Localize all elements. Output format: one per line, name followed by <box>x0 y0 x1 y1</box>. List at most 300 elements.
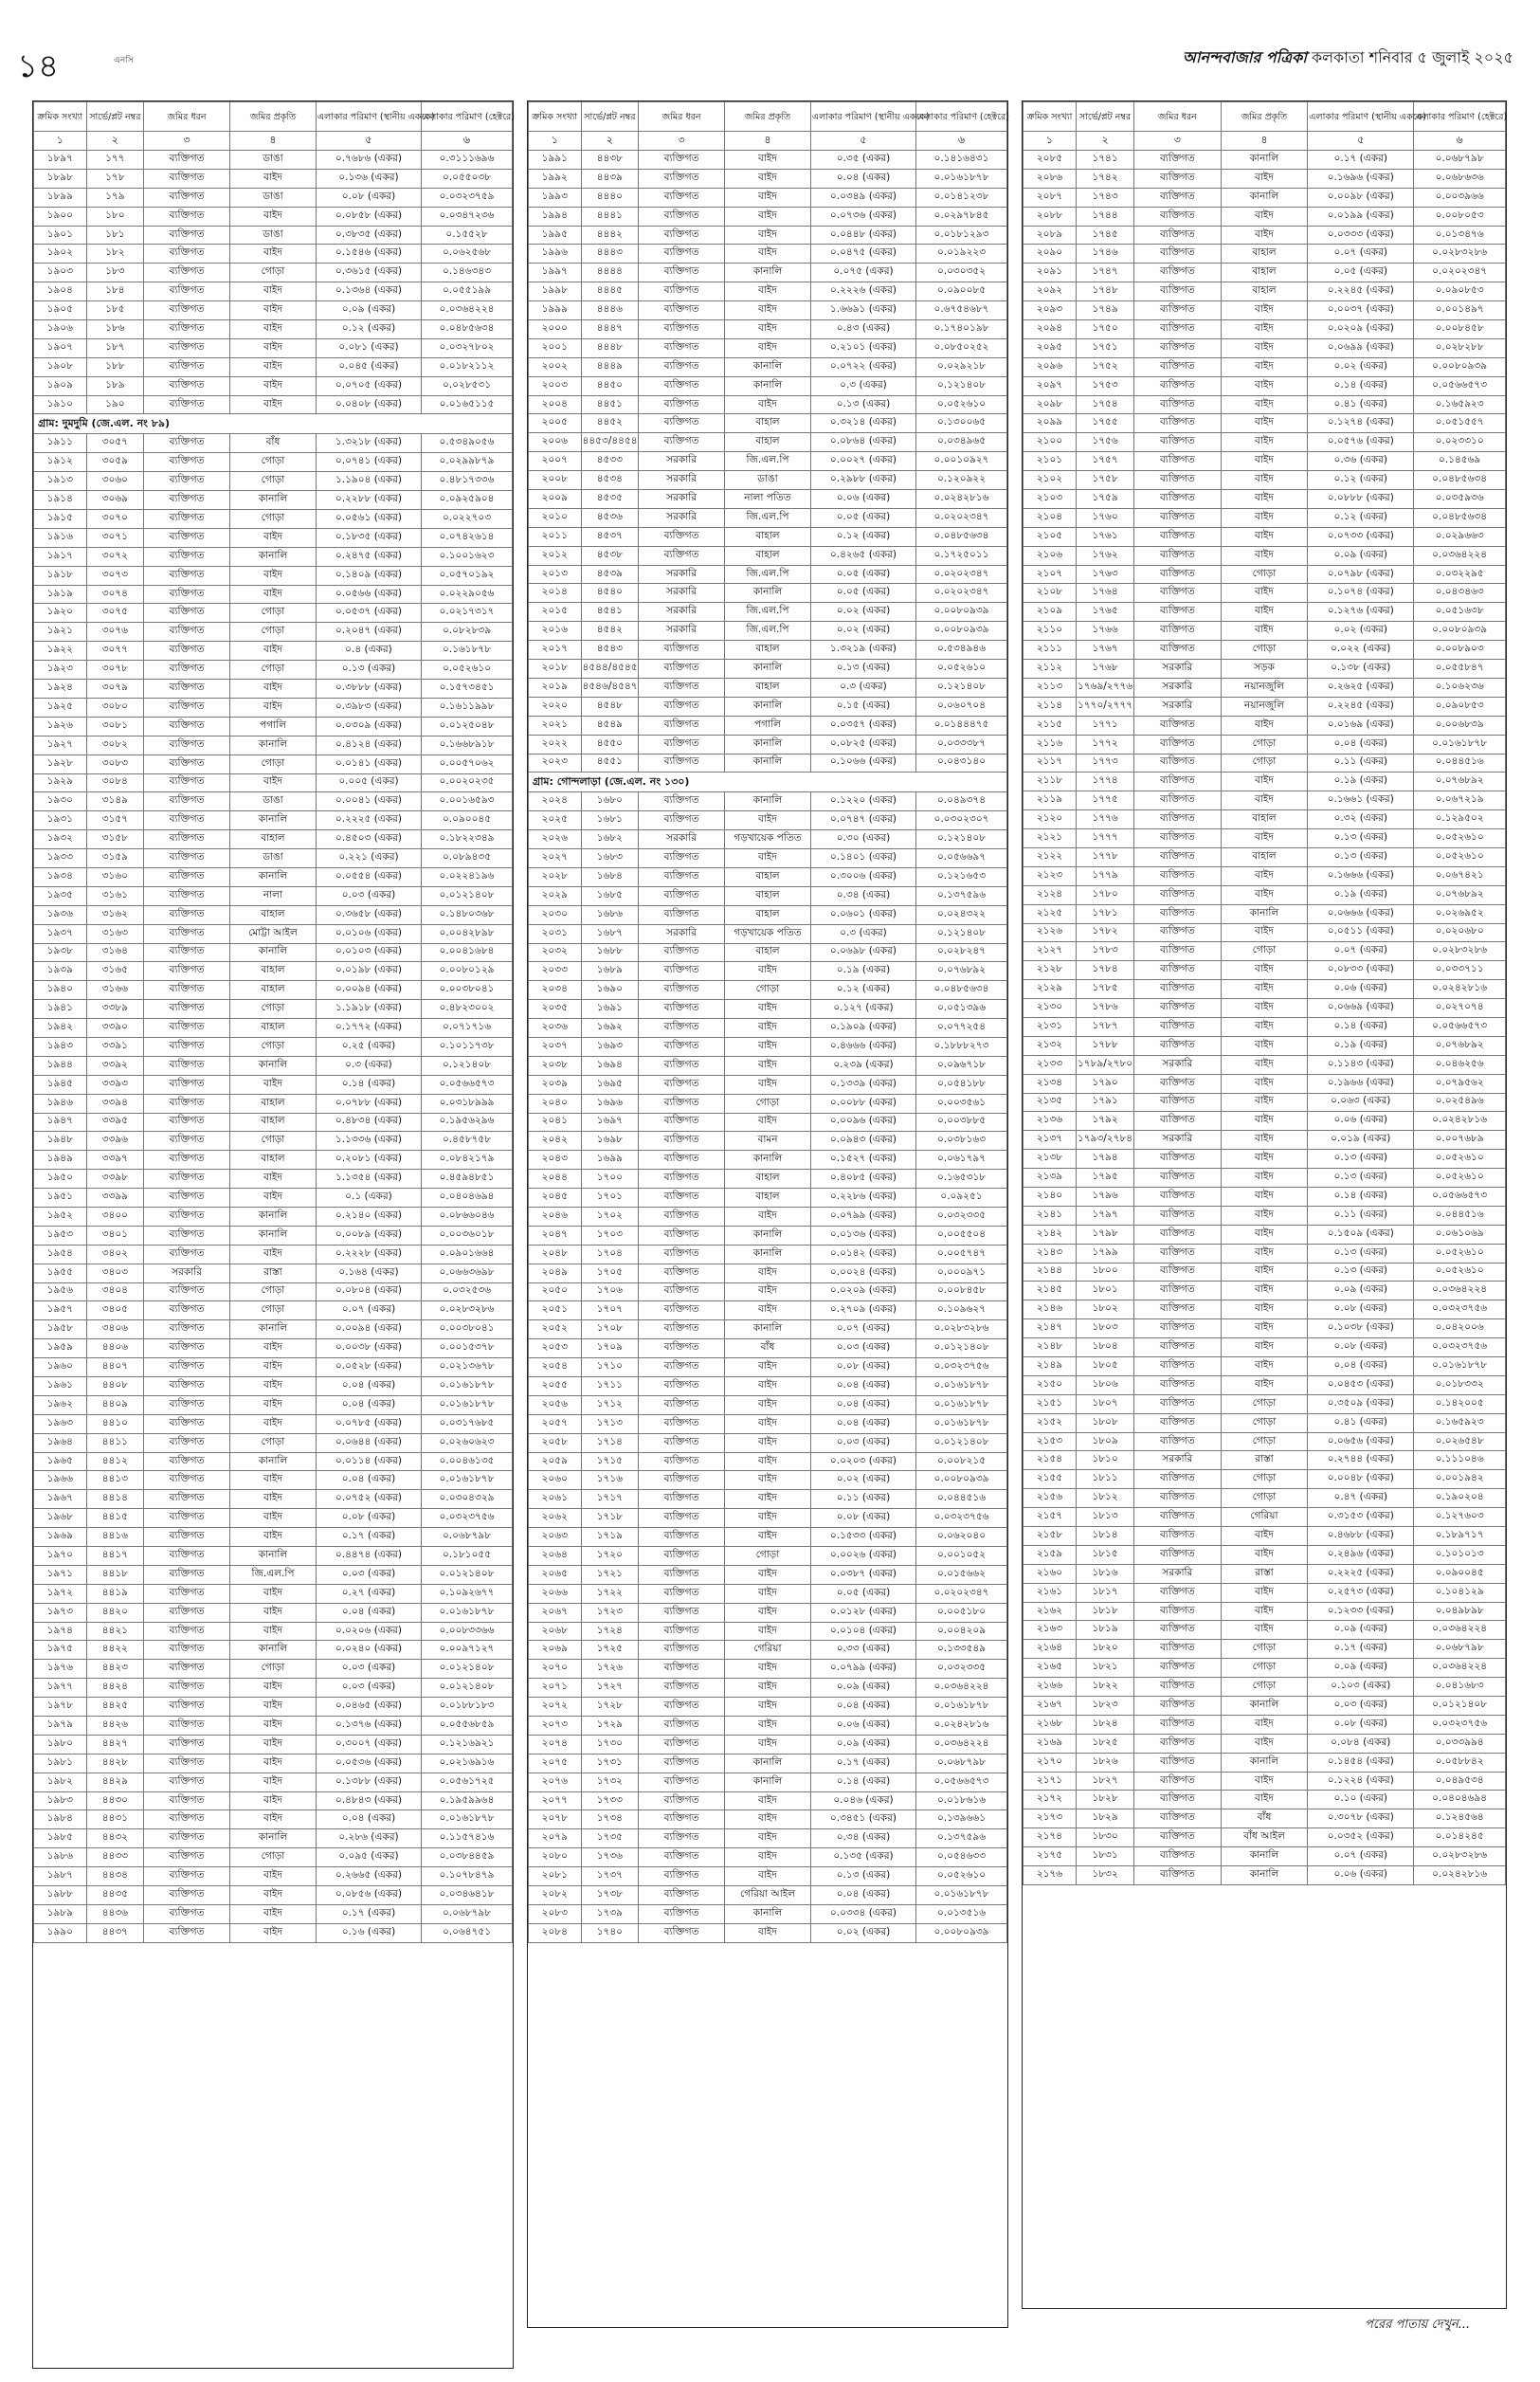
table-cell: বাইদ <box>725 320 811 339</box>
table-cell: ব্যক্তিগত <box>639 1433 725 1452</box>
table-row <box>34 1339 513 1358</box>
table-cell: ৩৩৯৪ <box>86 1094 144 1113</box>
table-cell: ০.০১৯৯ (একর) <box>1308 207 1414 226</box>
table-cell: ৩৪০৫ <box>86 1301 144 1320</box>
table-cell: বাইদ <box>725 1358 811 1377</box>
table-cell: ৪৪৩৮ <box>581 151 639 170</box>
table-row <box>1024 376 1506 395</box>
table-cell: ডাঙা <box>230 792 317 811</box>
table-cell: ১৭৪২ <box>1076 169 1133 188</box>
table-row <box>529 1848 1007 1867</box>
table-cell: ২১৩৫ <box>1024 1093 1077 1112</box>
table-cell: ২১৬৭ <box>1024 1697 1077 1716</box>
table-cell: ০.১৭২৫০১১ <box>916 546 1007 565</box>
table-cell: ১৯৫০ <box>34 1170 87 1189</box>
table-cell: ০.০৩৩৩৮৭ <box>916 735 1007 754</box>
table-cell: ব্যক্তিগত <box>639 169 725 188</box>
table-cell: ০.০৩৬৪২২৪ <box>1414 1621 1506 1640</box>
table-cell: ৪৪৪৯ <box>581 357 639 376</box>
table-row <box>34 1245 513 1264</box>
table-cell: ০.০৪৩৪৬৩ <box>1414 584 1506 603</box>
table-cell: ১৯৭৭ <box>34 1679 87 1698</box>
table-cell: ৩০৭৮ <box>86 661 144 680</box>
table-cell: ০.০১৬১৮৭৮ <box>916 1698 1007 1717</box>
table-cell: ১৭৮০ <box>1076 885 1133 904</box>
table-cell: ১৭৫২ <box>1076 357 1133 376</box>
table-cell: ০.০১৬১৮৭৮ <box>916 1395 1007 1414</box>
land-schedule-table <box>528 101 1007 1943</box>
column-header: এলাকার পরিমাণ (হেক্টরে) <box>422 102 513 132</box>
table-cell: ১৯৭৫ <box>34 1641 87 1660</box>
table-cell: ১.৬৬৯১ (একর) <box>810 301 915 320</box>
table-cell: ১৯৩৭ <box>34 924 87 943</box>
table-cell: ১৭৬০ <box>1076 508 1133 527</box>
table-cell: ব্যক্তিগত <box>639 1810 725 1829</box>
table-cell: ০.০২ (একর) <box>810 603 915 622</box>
table-cell: ১৯৮৪ <box>34 1810 87 1829</box>
table-cell: ১৭৩০ <box>581 1735 639 1754</box>
table-cell: ০.০২৮৩২৮৬ <box>916 1320 1007 1339</box>
table-cell: ২০৭৮ <box>529 1810 582 1829</box>
table-cell: ব্যক্তিগত <box>639 1282 725 1301</box>
table-cell: ব্যক্তিগত <box>1134 885 1222 904</box>
table-cell: ব্যক্তিগত <box>1134 1169 1222 1188</box>
table-cell: ০.৪৫৯৪৮৫১ <box>422 1170 513 1189</box>
table-cell: নয়ানজুলি <box>1221 697 1308 716</box>
land-schedule-table <box>1023 101 1506 1885</box>
table-cell: গোড়া <box>230 755 317 773</box>
table-row <box>34 830 513 849</box>
table-cell: ০.০৩০৩৫২ <box>916 264 1007 282</box>
table-cell: ০.০৫৪৬৩৩ <box>916 1848 1007 1867</box>
table-cell: ০.০৫২৬১০ <box>422 661 513 680</box>
table-cell: ব্যক্তিগত <box>1134 508 1222 527</box>
table-cell: ১৭৯২ <box>1076 1112 1133 1131</box>
table-cell: গোড়া <box>1221 1489 1308 1508</box>
table-cell: ১৭৯৬ <box>1076 1187 1133 1206</box>
table-cell: ১৭১৪ <box>581 1433 639 1452</box>
table-cell: ২১৪৯ <box>1024 1357 1077 1376</box>
table-cell: ০.০৮৮৮ (একর) <box>1308 490 1414 509</box>
table-cell: ০.০১৪২৪৫ <box>1414 1828 1506 1847</box>
table-row <box>1024 1244 1506 1263</box>
table-cell: ০.০০৮০৫৩ <box>1414 207 1506 226</box>
table-cell: ০.১২৭৬ (একর) <box>1308 603 1414 622</box>
table-cell: ২০৩১ <box>529 924 582 943</box>
table-cell: ০.০৭৯৮ (একর) <box>1308 565 1414 584</box>
table-cell: গোড়া <box>725 1094 811 1113</box>
table-row <box>1024 1583 1506 1602</box>
table-cell: ব্যক্তিগত <box>1134 847 1222 866</box>
table-cell: ০.১২১৪০৮ <box>916 924 1007 943</box>
table-row <box>34 1189 513 1208</box>
table-cell: ০.০৮৬৬০৪৬ <box>422 1207 513 1226</box>
table-cell: ০.০৪ (একর) <box>810 169 915 188</box>
table-cell: ০.০৪৫ (একর) <box>316 357 421 376</box>
table-cell: ব্যক্তিগত <box>639 1923 725 1942</box>
table-cell: ০.০২৮৩২৮৬ <box>1414 1847 1506 1866</box>
table-row <box>1024 490 1506 509</box>
table-cell: ০.০৪৪৫১৬ <box>916 1490 1007 1509</box>
table-cell: ০.১৫ (একর) <box>810 697 915 716</box>
table-cell: ০.০১২১৪০৮ <box>422 886 513 905</box>
table-cell: ০.৩৯৮৩ (একর) <box>316 698 421 717</box>
table-cell: ১৭৪৫ <box>1076 226 1133 245</box>
table-cell: ২১০৮ <box>1024 584 1077 603</box>
table-cell: ২০১৯ <box>529 678 582 697</box>
table-row <box>1024 866 1506 885</box>
table-cell: ব্যক্তিগত <box>144 962 230 981</box>
table-cell: ৪৪২৩ <box>86 1660 144 1679</box>
table-cell: ০.১২৭৪ (একর) <box>1308 414 1414 433</box>
table-row <box>34 1735 513 1754</box>
table-cell: ২০১৪ <box>529 584 582 603</box>
table-cell: ০.০৭৪৭ (একর) <box>810 811 915 830</box>
table-cell: ০.০২০৯ (একর) <box>810 1282 915 1301</box>
table-cell: ২০৭৭ <box>529 1791 582 1810</box>
table-cell: কানালি <box>725 754 811 773</box>
table-cell: ০.০০৮৮ (একর) <box>810 1094 915 1113</box>
table-cell: ৩১৫৭ <box>86 811 144 830</box>
table-row <box>34 924 513 943</box>
table-cell: ০.১৪০১ (একর) <box>810 849 915 868</box>
table-cell: ব্যক্তিগত <box>639 1904 725 1923</box>
table-cell: ব্যক্তিগত <box>639 1660 725 1679</box>
table-cell: ০.০৭৯৯ (একর) <box>810 1207 915 1226</box>
table-cell: ব্যক্তিগত <box>144 698 230 717</box>
table-cell: ব্যক্তিগত <box>639 962 725 981</box>
table-row <box>34 1904 513 1923</box>
column-index-row <box>1024 132 1506 151</box>
table-cell: ডাঙা <box>230 188 317 207</box>
table-cell: ব্যক্তিগত <box>1134 1828 1222 1847</box>
table-row <box>1024 810 1506 829</box>
table-cell: ব্যক্তিগত <box>144 1339 230 1358</box>
table-cell: বাইদ <box>725 849 811 868</box>
table-cell: ০.০৬৯৮ (একর) <box>810 943 915 962</box>
paper-dateline <box>1183 45 1513 71</box>
table-cell: ০.০২৬৫৪৮ <box>1414 1432 1506 1451</box>
table-cell: ১৯০৯ <box>34 376 87 395</box>
table-cell: ০.২৯৮৮ (একর) <box>810 471 915 490</box>
table-cell: বাঁধ আইল <box>1221 1828 1308 1847</box>
table-cell: ০.০৫৬১৭২৫ <box>422 1773 513 1791</box>
table-cell: ১৭৬৬ <box>1076 622 1133 641</box>
table-cell: ১৭৩৬ <box>581 1848 639 1867</box>
table-cell: ৪৪৪৩ <box>581 245 639 264</box>
table-cell: ০.১৫৪৬ (একর) <box>316 245 421 264</box>
table-cell: ০.৩৫ (একর) <box>810 151 915 170</box>
table-cell: ১৭৫৪ <box>1076 395 1133 414</box>
table-cell: ব্যক্তিগত <box>1134 1432 1222 1451</box>
table-cell: ০.০২৪২৮১৬ <box>916 1717 1007 1736</box>
table-row <box>529 1245 1007 1264</box>
table-cell: ২১৫০ <box>1024 1375 1077 1394</box>
table-cell: ব্যক্তিগত <box>144 755 230 773</box>
table-cell: ২০৭২ <box>529 1698 582 1717</box>
table-cell: ০.১৫৩৩ (একর) <box>810 1528 915 1547</box>
table-cell: ০.৪৬৬৬ (একর) <box>810 1037 915 1056</box>
table-row <box>529 264 1007 282</box>
table-cell: ০.০৭১৭১৬ <box>422 1019 513 1038</box>
table-cell: ০.৩০ (একর) <box>810 830 915 849</box>
table-cell: সরকারি <box>1134 1564 1222 1583</box>
table-row <box>1024 1413 1506 1432</box>
table-cell: ২০৭৩ <box>529 1717 582 1736</box>
table-cell: কানালি <box>230 1547 317 1566</box>
table-cell: ০.৪২৬৫ (একর) <box>810 546 915 565</box>
table-cell: ০.০৭৪২৬১৪ <box>422 528 513 547</box>
table-cell: বাইদ <box>1221 1169 1308 1188</box>
table-cell: ২০৪৯ <box>529 1264 582 1282</box>
table-cell: বাইদ <box>725 1717 811 1736</box>
table-cell: ০.২৩৯ (একর) <box>810 1056 915 1075</box>
table-cell: ০.১৪ (একর) <box>810 1773 915 1791</box>
table-cell: ১৭৪৯ <box>1076 301 1133 320</box>
table-cell: ১৭৭৬ <box>1076 810 1133 829</box>
table-cell: বাইদ <box>725 1433 811 1452</box>
table-cell: বাইদ <box>725 1622 811 1641</box>
table-cell: ০.০৯ (একর) <box>810 1679 915 1698</box>
table-panel-3 <box>1022 100 1507 2309</box>
table-cell: সরকারি <box>1134 660 1222 679</box>
table-cell: ০.০২২৯০৫৬ <box>422 585 513 604</box>
table-cell: ০.০০৫৫০৪ <box>916 1226 1007 1245</box>
table-cell: ০.০৪ (একর) <box>316 1471 421 1490</box>
table-cell: ০.০১৬১৮৭৮ <box>422 1810 513 1829</box>
table-cell: ২১২৯ <box>1024 980 1077 999</box>
table-row <box>529 1056 1007 1075</box>
table-cell: ৩১৬৩ <box>86 924 144 943</box>
table-cell: ১৯৭০ <box>34 1547 87 1566</box>
table-cell: ০.০৫২৬১০ <box>1414 829 1506 848</box>
table-cell: ব্যক্তিগত <box>144 1886 230 1905</box>
table-cell: ২১৪৭ <box>1024 1319 1077 1338</box>
table-cell: ২১২১ <box>1024 829 1077 848</box>
header-row <box>529 102 1007 132</box>
table-cell: ০.০১৪৪৪৭৫ <box>916 716 1007 735</box>
table-cell: ০.৪৪৭৪ (একর) <box>316 1547 421 1566</box>
table-cell: ২১৪৩ <box>1024 1244 1077 1263</box>
table-row <box>34 264 513 282</box>
table-cell: ০.০১০৩ (একর) <box>316 943 421 962</box>
table-cell: ব্যক্তিগত <box>1134 773 1222 791</box>
table-cell: ০.০০৮৯০৩ <box>1414 641 1506 660</box>
table-cell: ৪৪২৬ <box>86 1717 144 1736</box>
table-cell: কানালি <box>230 1641 317 1660</box>
table-cell: ১৭৭৭ <box>1076 829 1133 848</box>
table-cell: ব্যক্তিগত <box>1134 1734 1222 1753</box>
table-cell: ১৭৪৮ <box>1076 282 1133 301</box>
table-cell: ২০৯৯ <box>1024 414 1077 433</box>
table-row <box>1024 1828 1506 1847</box>
table-row <box>34 792 513 811</box>
table-cell: ০.০৩৫৭ (একর) <box>810 716 915 735</box>
table-cell: ০.০৬৭২১৯ <box>1414 791 1506 810</box>
table-cell: ১.৩২১৮ (একর) <box>316 434 421 453</box>
table-cell: ০.০২৮২৮৮ <box>1414 338 1506 357</box>
table-cell: বাইদ <box>230 1245 317 1264</box>
table-row <box>529 1622 1007 1641</box>
table-cell: ১৭৭০/২৭৭৭ <box>1076 697 1133 716</box>
table-cell: ১৭৩৫ <box>581 1829 639 1848</box>
table-cell: ১৭৭৫ <box>1076 791 1133 810</box>
table-cell: ব্যক্তিগত <box>639 1056 725 1075</box>
table-cell: ব্যক্তিগত <box>144 338 230 357</box>
table-cell: ব্যক্তিগত <box>1134 810 1222 829</box>
table-cell: ১৯২১ <box>34 623 87 642</box>
table-cell: ১৭৩৯ <box>581 1904 639 1923</box>
table-cell: ব্যক্তিগত <box>144 1414 230 1433</box>
table-cell: ২১২৭ <box>1024 942 1077 961</box>
table-cell: ০.০৩৬৪২২৪ <box>916 1735 1007 1754</box>
table-cell: ০.২৬৬৫ (একর) <box>316 1867 421 1886</box>
table-cell: বাইদ <box>725 1810 811 1829</box>
table-cell: বাইদ <box>725 1075 811 1094</box>
table-cell: ১৮১৩ <box>1076 1508 1133 1527</box>
table-cell: ২০৫৭ <box>529 1414 582 1433</box>
table-cell: ব্যক্তিগত <box>144 811 230 830</box>
table-cell: ব্যক্তিগত <box>144 1810 230 1829</box>
table-cell: ১৯৭৪ <box>34 1622 87 1641</box>
column-header: জমির প্রকৃতি <box>1221 102 1308 132</box>
table-cell: ০.০৫৬১ (একর) <box>316 510 421 529</box>
table-cell: বাইদ <box>230 528 317 547</box>
table-cell: ০.২২১ (একর) <box>316 849 421 868</box>
table-cell: ০.০০৯৭১২৭ <box>422 1641 513 1660</box>
table-row <box>34 905 513 924</box>
table-cell: ০.০০৮০১২৯ <box>422 962 513 981</box>
table-cell: ব্যক্তিগত <box>144 981 230 1000</box>
table-cell: ২০৬৫ <box>529 1565 582 1584</box>
table-cell: ০.০৬৮৭৯৮ <box>1414 151 1506 170</box>
table-row <box>34 623 513 642</box>
table-cell: ০.০০৮৯ (একর) <box>316 1226 421 1245</box>
table-cell: রাস্তা <box>1221 1451 1308 1470</box>
table-cell: বাইদ <box>725 151 811 170</box>
table-cell: ০.১২৪৫৬৪ <box>1414 1809 1506 1828</box>
table-cell: বাইদ <box>1221 791 1308 810</box>
table-cell: বাইদ <box>1221 1263 1308 1282</box>
table-cell: ৪৪২৭ <box>86 1735 144 1754</box>
table-cell: বাইদ <box>725 245 811 264</box>
table-row <box>34 1603 513 1622</box>
table-cell: ০.০৪৮৫৬৩৪ <box>1414 471 1506 490</box>
table-cell: ১৯৭৯ <box>34 1717 87 1736</box>
table-cell: ০.১৩ (একর) <box>810 660 915 679</box>
table-row <box>34 1037 513 1056</box>
table-cell: ১৯৩৯ <box>34 962 87 981</box>
table-cell: ১৭১৫ <box>581 1452 639 1471</box>
table-cell: ০.০০৬৮৩৯ <box>1414 716 1506 735</box>
column-index: ২ <box>86 132 144 151</box>
table-cell: ৪৫৪১ <box>581 603 639 622</box>
table-cell: ১৯৬৩ <box>34 1414 87 1433</box>
table-cell: ১৭৩৪ <box>581 1810 639 1829</box>
table-cell: ০.২২৮৬ (একর) <box>810 1189 915 1208</box>
table-cell: ০.০১৬১৮৭৮ <box>422 1377 513 1396</box>
table-row <box>529 1773 1007 1791</box>
table-row <box>1024 829 1506 848</box>
table-cell: ব্যক্তিগত <box>639 1717 725 1736</box>
table-cell: ১৭২০ <box>581 1547 639 1566</box>
table-cell: ০.০৮ (একর) <box>1308 1300 1414 1319</box>
table-cell: ১৭৯০ <box>1076 1074 1133 1093</box>
table-cell: বাহাল <box>725 641 811 660</box>
table-cell: ০.৩৬ (একর) <box>1308 452 1414 471</box>
table-cell: ব্যক্তিগত <box>639 282 725 301</box>
table-cell: ১৯৪৩ <box>34 1037 87 1056</box>
table-cell: গোড়া <box>230 623 317 642</box>
table-row <box>1024 452 1506 471</box>
table-cell: ১৮১ <box>86 226 144 245</box>
table-cell: ০.১২ (একর) <box>316 320 421 339</box>
table-cell: ৪৪১৮ <box>86 1565 144 1584</box>
column-header: ক্রমিক সংখ্যা <box>1024 102 1077 132</box>
table-cell: ৪৪০৬ <box>86 1339 144 1358</box>
table-cell: ব্যক্তিগত <box>639 395 725 414</box>
table-cell: ১৮৩২ <box>1076 1866 1133 1885</box>
table-cell: ১৯৪৭ <box>34 1113 87 1132</box>
table-cell: ০.০৩৬৪২২৪ <box>1414 1659 1506 1678</box>
table-cell: ০.০০৪৮ (একর) <box>1308 1470 1414 1489</box>
table-cell: ১৮২৪ <box>1076 1715 1133 1734</box>
table-cell: ব্যক্তিগত <box>1134 1640 1222 1659</box>
table-cell: গোড়া <box>1221 1640 1308 1659</box>
table-cell: ১৭৮৮ <box>1076 1036 1133 1055</box>
table-cell: ব্যক্তিগত <box>639 1641 725 1660</box>
table-cell: ২০৫৪ <box>529 1358 582 1377</box>
table-cell: ব্যক্তিগত <box>1134 320 1222 339</box>
table-cell: ০.২০৮১ (একর) <box>316 1151 421 1170</box>
table-row <box>34 1452 513 1471</box>
table-cell: ১৮০৪ <box>1076 1338 1133 1357</box>
table-cell: ২০৩৮ <box>529 1056 582 1075</box>
table-cell: ব্যক্তিগত <box>144 1452 230 1471</box>
table-cell: ০.০১২১৪০৮ <box>916 1433 1007 1452</box>
table-cell: ০.০৩৩৭১১ <box>1414 961 1506 980</box>
table-row <box>34 1132 513 1151</box>
table-cell: বাইদ <box>725 207 811 226</box>
table-cell: ৩০৬৯ <box>86 491 144 510</box>
table-cell: ০.০২ (একর) <box>810 1471 915 1490</box>
table-row <box>1024 1809 1506 1828</box>
table-cell: ১৯২২ <box>34 642 87 661</box>
table-cell: ২০৮৫ <box>1024 151 1077 170</box>
table-cell: ২০৯১ <box>1024 264 1077 282</box>
table-cell: ১৯৬৭ <box>34 1490 87 1509</box>
table-cell: বাহাল <box>725 1189 811 1208</box>
table-cell: ০.০১১৪ (একর) <box>316 1452 421 1471</box>
table-cell: ০.০৪০৮ (একর) <box>316 395 421 414</box>
table-row <box>34 1113 513 1132</box>
table-cell: ০.১৯ (একর) <box>1308 773 1414 791</box>
table-row <box>1024 414 1506 433</box>
table-cell: ০.০২৪২৮১৬ <box>1414 1866 1506 1885</box>
table-cell: ১৮২২ <box>1076 1678 1133 1697</box>
table-cell: ০.০৯ (একর) <box>1308 1659 1414 1678</box>
table-cell: ০.০১৬১৮৭৮ <box>1414 735 1506 754</box>
table-cell: বাহাল <box>230 1019 317 1038</box>
column-index: ১ <box>529 132 582 151</box>
table-cell: ২০৩৬ <box>529 1019 582 1038</box>
table-cell: বাইদ <box>725 338 811 357</box>
table-row <box>1024 282 1506 301</box>
table-row <box>1024 1394 1506 1413</box>
table-cell: ০.০৩ (একর) <box>1308 1697 1414 1716</box>
table-cell: ১৯৪৬ <box>34 1094 87 1113</box>
table-cell: ০.০৭৬৮৯২ <box>1414 885 1506 904</box>
